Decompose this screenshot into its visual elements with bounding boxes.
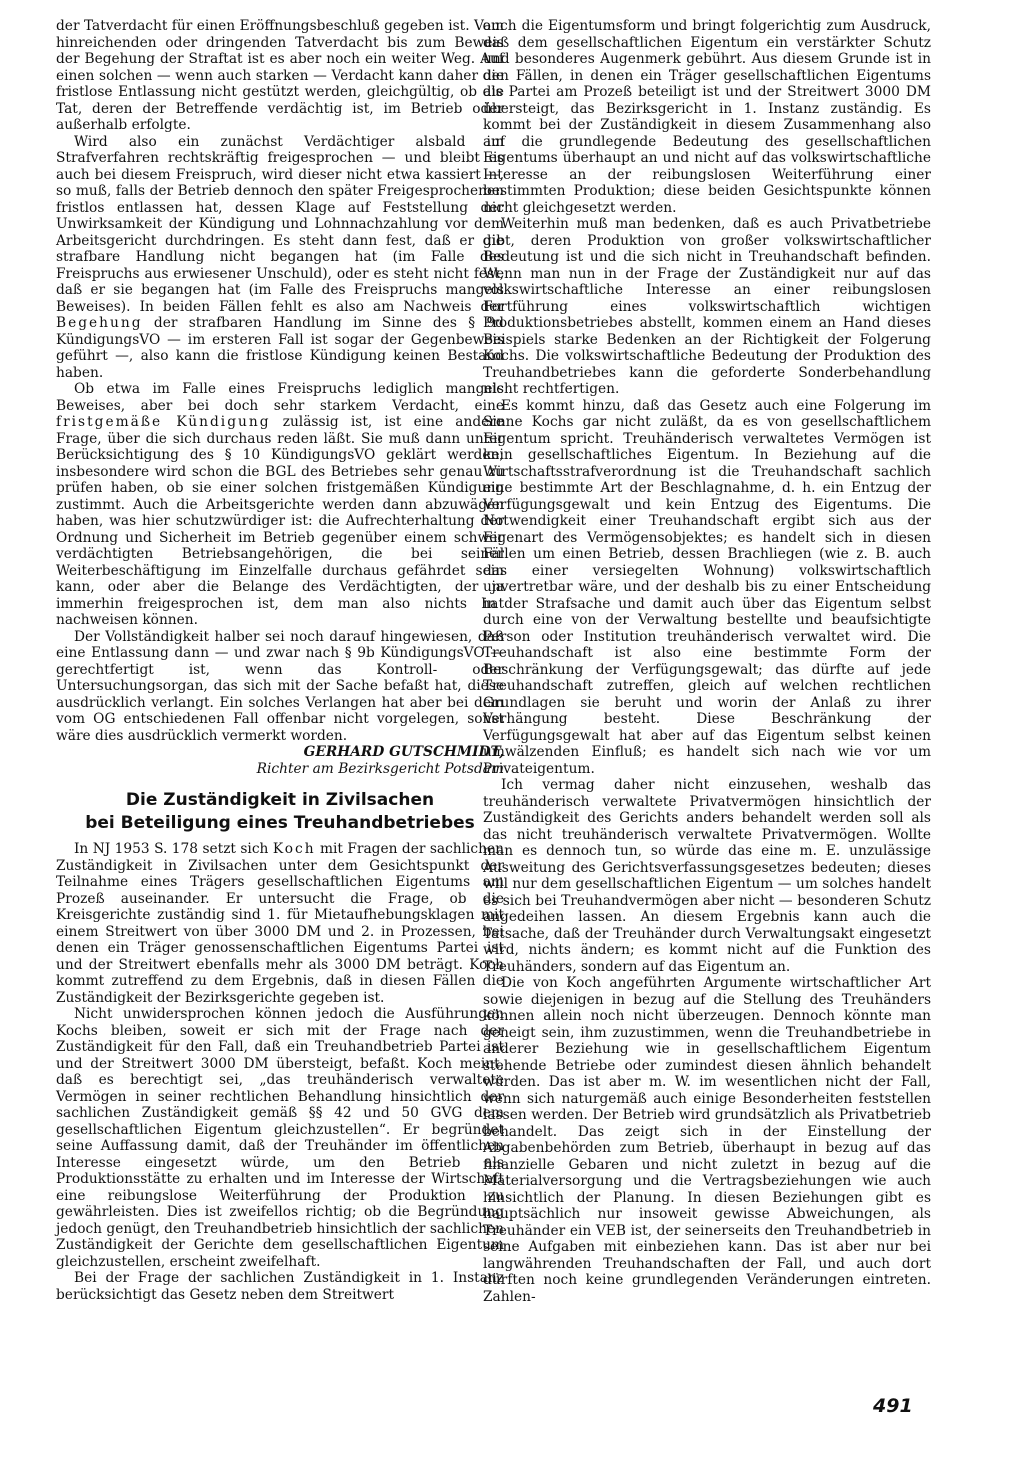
right-column — [483, 18, 931, 1305]
text-run: der strafbaren Handlung im Sinne des § 9d KündigungsVO — im ersteren Fall ist sogar der Gegenbeweis geführt —, also kann die fristlose Kündigung keinen Bestand haben. — [56, 315, 504, 381]
text-run: Ob etwa im Falle eines Freispruchs lediglich mangels Beweises, aber bei doch sehr starkem Verdacht, eine — [56, 381, 504, 414]
paragraph: Bei der Frage der sachlichen Zuständigkeit in 1. Instanz berücksichtigt das Gesetz neben dem Streitwert — [56, 1270, 504, 1303]
heading-line: Die Zuständigkeit in Zivilsachen — [125, 790, 435, 810]
text-run: zulässig ist, ist eine andere Frage, über die sich durchaus reden läßt. Sie muß dann unter Berücksichtigung des § 10 KündigungsVO geklärt werden; insbesondere wird schon die BGL des Betriebes sehr genau zu prüfen haben, ob sie einer solchen fristgemäßen Kündigung zustimmt. Auch die Arbeitsgerichte werden dann abzuwägen haben, was hier schutzwürdiger ist: die Aufrechterhaltung der Ordnung und Sicherheit im Betrieb gegenüber einem schwer verdächtigten Betriebsangehörigen, die bei seiner Weiterbeschäftigung im Einzelfalle durchaus gefährdet sein kann, oder aber die Belange des Verdächtigten, der ja immerhin freigesprochen ist, dem man also nichts hat nachweisen können. — [56, 414, 504, 628]
spaced-word: Begehung — [56, 315, 143, 331]
paragraph: Nicht unwidersprochen können jedoch die Ausführungen Kochs bleiben, soweit er sich mit der Frage nach der Zuständigkeit für den Fall, daß ein Treuhandbetrieb Partei ist und der Streitwert 3000 DM übersteigt, befaßt. Koch meint, daß es berechtigt sei, „das treuhänderisch verwaltete Vermögen in seiner rechtlichen Behandlung hinsichtlich der sachlichen Zuständigkeit gemäß §§ 42 und 50 GVG dem gesellschaftlichen Eigentum gleichzustellen“. Er begründet seine Auffassung damit, daß der Treuhänder im öffentlichen Interesse eingesetzt würde, um den Betrieb als Produktionsstätte zu erhalten und im Interesse der Wirtschaft eine reibungslose Weiterführung der Produktion zu gewährleisten. Dies ist zweifellos richtig; ob die Begründung jedoch genügt, den Treuhandbetrieb hinsichtlich der sachlichen Zuständigkeit der Gerichte dem gesellschaftlichen Eigentum gleichzustellen, erscheint zweifelhaft. — [56, 1006, 504, 1270]
paragraph: Ich vermag daher nicht einzusehen, weshalb das treuhänderisch verwaltete Privatvermögen hinsichtlich der Zuständigkeit des Gerichts anders behandelt werden soll als das nicht treuhänderisch verwaltete Privatvermögen. Wollte man es dennoch tun, so würde das eine m. E. unzulässige Ausweitung des Gerichtsverfassungsgesetzes bedeuten; dieses will nur dem gesellschaftlichen Eigentum — um solches handelt es sich bei Treuhandvermögen aber nicht — besonderen Schutz angedeihen lassen. An diesem Ergebnis kann auch die Tatsache, daß der Treuhänder durch Verwaltungsakt eingesetzt wird, nichts ändern; es kommt nicht auf die Funktion des Treuhänders, sondern auf das Eigentum an. — [483, 777, 931, 975]
paragraph — [56, 381, 504, 629]
left-column — [56, 18, 504, 1303]
text-run: Wird also ein zunächst Verdächtiger alsbald im Strafverfahren rechtskräftig freigesprochen — und bleibt es auch bei diesem Freispruch, wird dieser nicht etwa kassiert —, so muß, falls der Betrieb dennoch den später Freigesprochenen fristlos entlassen hat, dessen Klage auf Feststellung der Unwirksamkeit der Kündigung und Lohnnachzahlung vor dem Arbeitsgericht durchdringen. Es steht dann fest, daß er die strafbare Handlung nicht begangen hat (im Falle des Freispruchs aus erwiesener Unschuld), oder es steht nicht fest, daß er sie begangen hat (im Falle des Freispruchs mangels Beweises). In beiden Fällen fehlt es also am Nachweis der — [56, 133, 504, 315]
text-run: mit Fragen der sachlichen Zuständigkeit in Zivilsachen unter dem Gesichtspunkt der Teilnahme eines Trägers gesellschaftlichen Eigentums am Prozeß auseinander. Er untersucht die Frage, ob die Kreisgerichte zuständig sind 1. für Mietaufhebungsklagen mit einem Streitwert von über 3000 DM und 2. in Prozessen, bei denen ein Träger genossenschaftlichen Eigentums Partei ist und der Streitwert ebenfalls mehr als 3000 DM beträgt. Koch kommt zutreffend zu dem Ergebnis, daß in diesen Fällen die Zuständigkeit der Bezirksgerichte gegeben ist. — [56, 841, 504, 1006]
spaced-word: Koch — [272, 841, 316, 857]
article-heading — [56, 789, 504, 835]
paragraph: auch die Eigentumsform und bringt folgerichtig zum Ausdruck, daß dem gesellschaftlichen Eigentum ein verstärkter Schutz und besonderes Augenmerk gebührt. Aus diesem Grunde ist in den Fällen, in denen ein Träger gesellschaftlichen Eigentums als Partei am Prozeß beteiligt ist und der Streitwert 3000 DM übersteigt, das Bezirksgericht in 1. Instanz zuständig. Es kommt bei der Zuständigkeit in diesem Zusammenhang also auf die grundlegende Bedeutung des gesellschaftlichen Eigentums überhaupt an und nicht auf das volkswirtschaftliche Interesse an der reibungslosen Weiterführung einer bestimmten Produktion; diese beiden Gesichtspunkte können nicht gleichgesetzt werden. — [483, 18, 931, 216]
paragraph: Die von Koch angeführten Argumente wirtschaftlicher Art sowie diejenigen in bezug auf die Stellung des Treuhänders können allein noch nicht überzeugen. Dennoch könnte man geneigt sein, ihm zuzustimmen, wenn die Treuhandbetriebe in anderer Beziehung wie in gesellschaftlichem Eigentum stehende Betriebe oder zumindest diesen ähnlich behandelt würden. Das ist aber m. W. im wesentlichen nicht der Fall, wenn sich naturgemäß auch einige Besonderheiten feststellen lassen werden. Der Betrieb wird grundsätzlich als Privatbetrieb behandelt. Das zeigt sich in der Einstellung der Abgabenbehörden zum Betrieb, überhaupt in bezug auf das finanzielle Gebaren und nicht zuletzt in bezug auf die Materialversorgung und die Vertragsbeziehungen wie auch hinsichtlich der Planung. In diesen Beziehungen gibt es hauptsächlich nur insoweit gewisse Abweichungen, als Treuhänder ein VEB ist, der seinerseits den Treuhandbetrieb in seine Aufgaben mit einbeziehen kann. Das ist aber nur bei langwährenden Treuhandschaften der Fall, und auch dort dürften noch keine grundlegenden Veränderungen eintreten. Zahlen- — [483, 975, 931, 1305]
page-number: 491 — [873, 1395, 913, 1417]
author-signature — [56, 744, 504, 777]
spaced-word: fristgemäße Kündigung — [56, 414, 271, 430]
paragraph — [56, 841, 504, 1006]
paragraph: Der Vollständigkeit halber sei noch darauf hingewiesen, daß eine Entlassung dann — und zwar nach § 9b KündigungsVO — gerechtfertigt ist, wenn das Kontroll- oder Untersuchungsorgan, das sich mit der Sache befaßt hat, diese ausdrücklich verlangt. Ein solches Verlangen hat aber bei dem vom OG entschiedenen Fall offenbar nicht vorgelegen, sonst wäre dies ausdrücklich vermerkt worden. — [56, 628, 504, 744]
author-title: Richter am Bezirksgericht Potsdam — [256, 760, 504, 777]
text-run: In NJ 1953 S. 178 setzt sich — [74, 841, 269, 857]
paragraph: der Tatverdacht für einen Eröffnungsbeschluß gegeben ist. Vom hinreichenden oder dringenden Tatverdacht bis zum Beweis der Begehung der Straftat ist es aber noch ein weiter Weg. Auf einen solchen — wenn auch starken — Verdacht kann daher die fristlose Entlassung nicht gestützt werden, gleichgültig, ob die Tat, deren der Betreffende verdächtig ist, im Betrieb oder außerhalb erfolgte. — [56, 18, 504, 133]
paragraph — [56, 134, 504, 382]
paragraph: Weiterhin muß man bedenken, daß es auch Privatbetriebe gibt, deren Produktion von großer volkswirtschaftlicher Bedeutung ist und die sich nicht in Treuhandschaft befinden. Wenn man nun in der Frage der Zuständigkeit nur auf das volkswirtschaftliche Interesse an einer reibungslosen Fortführung eines volkswirtschaftlich wichtigen Produktionsbetriebes abstellt, kommen einem an Hand dieses Beispiels starke Bedenken an der Richtigkeit der Folgerung Kochs. Die volkswirtschaftliche Bedeutung der Produktion des Treuhandbetriebes kann die geforderte Sonderbehandlung nicht rechtfertigen. — [483, 216, 931, 397]
heading-line: bei Beteiligung eines Treuhandbetriebes — [85, 813, 475, 833]
author-name: GERHARD GUTSCHMIDT, — [303, 744, 504, 760]
paragraph: Es kommt hinzu, daß das Gesetz auch eine Folgerung im Sinne Kochs gar nicht zuläßt, da es von gesellschaftlichem Eigentum spricht. Treuhänderisch verwaltetes Vermögen ist kein gesellschaftliches Eigentum. In Beziehung auf die Wirtschaftsstrafverordnung ist die Treuhandschaft sachlich eine bestimmte Art der Beschlagnahme, d. h. ein Entzug der Verfügungsgewalt und kein Entzug des Eigentums. Die Notwendigkeit einer Treuhandschaft ergibt sich aus der Eigenart des Vermögensobjektes; es handelt sich in diesen Fällen um einen Betrieb, dessen Brachliegen (wie z. B. auch das einer versiegelten Wohnung) volkswirtschaftlich unvertretbar wäre, und der deshalb bis zu einer Entscheidung in der Strafsache und damit auch über das Eigentum selbst durch eine von der Verwaltung bestellte und beaufsichtigte Person oder Institution treuhänderisch verwaltet wird. Die Treuhandschaft ist also eine bestimmte Form der Beschränkung der Verfügungsgewalt; das dürfte auf jede Treuhandschaft zutreffen, gleich auf welchen rechtlichen Grundlagen sie beruht und worin der Anlaß zu ihrer Verhängung besteht. Diese Beschränkung der Verfügungsgewalt hat aber auf das Eigentum selbst keinen umwälzenden Einfluß; es handelt sich nach wie vor um Privateigentum. — [483, 397, 931, 777]
